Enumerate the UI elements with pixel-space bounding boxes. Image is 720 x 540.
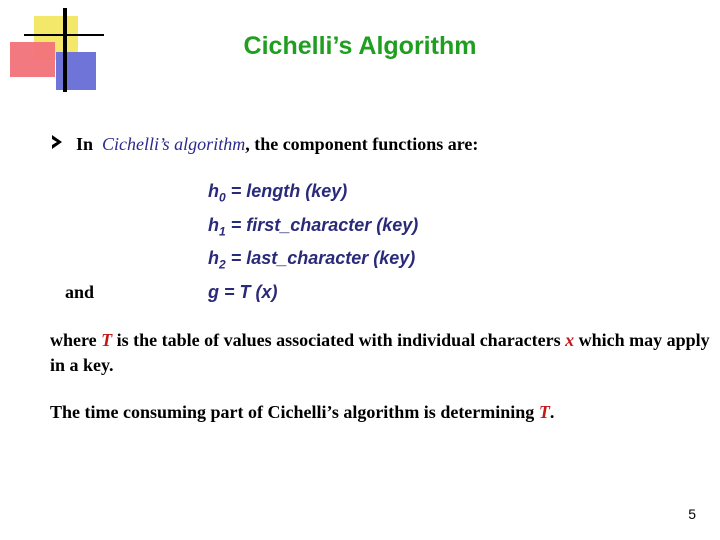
- formula-g: g = T (x): [208, 282, 278, 302]
- bullet-prefix: In: [76, 134, 94, 154]
- arrow-bullet-icon: [50, 134, 76, 155]
- slide-title: Cichelli’s Algorithm: [243, 32, 477, 60]
- formula-h1: $h_1$ = first_character (key): [208, 215, 419, 239]
- formula-h2: $h_2$ = last_character (key): [208, 248, 416, 272]
- bullet-suffix: , the component functions are:: [245, 134, 479, 154]
- and-label: and: [65, 282, 95, 302]
- formula-h0: $h_0$ = length (key): [208, 181, 348, 205]
- page-number: 5: [688, 506, 696, 522]
- paragraph-where: where T is the table of values associated with individual characters x which may apply in a key.: [50, 330, 710, 375]
- algorithm-name: Cichelli’s algorithm: [102, 134, 246, 154]
- paragraph-time: The time consuming part of Cichelli’s algorithm is determining T.: [50, 402, 555, 422]
- bullet-item: [50, 134, 478, 155]
